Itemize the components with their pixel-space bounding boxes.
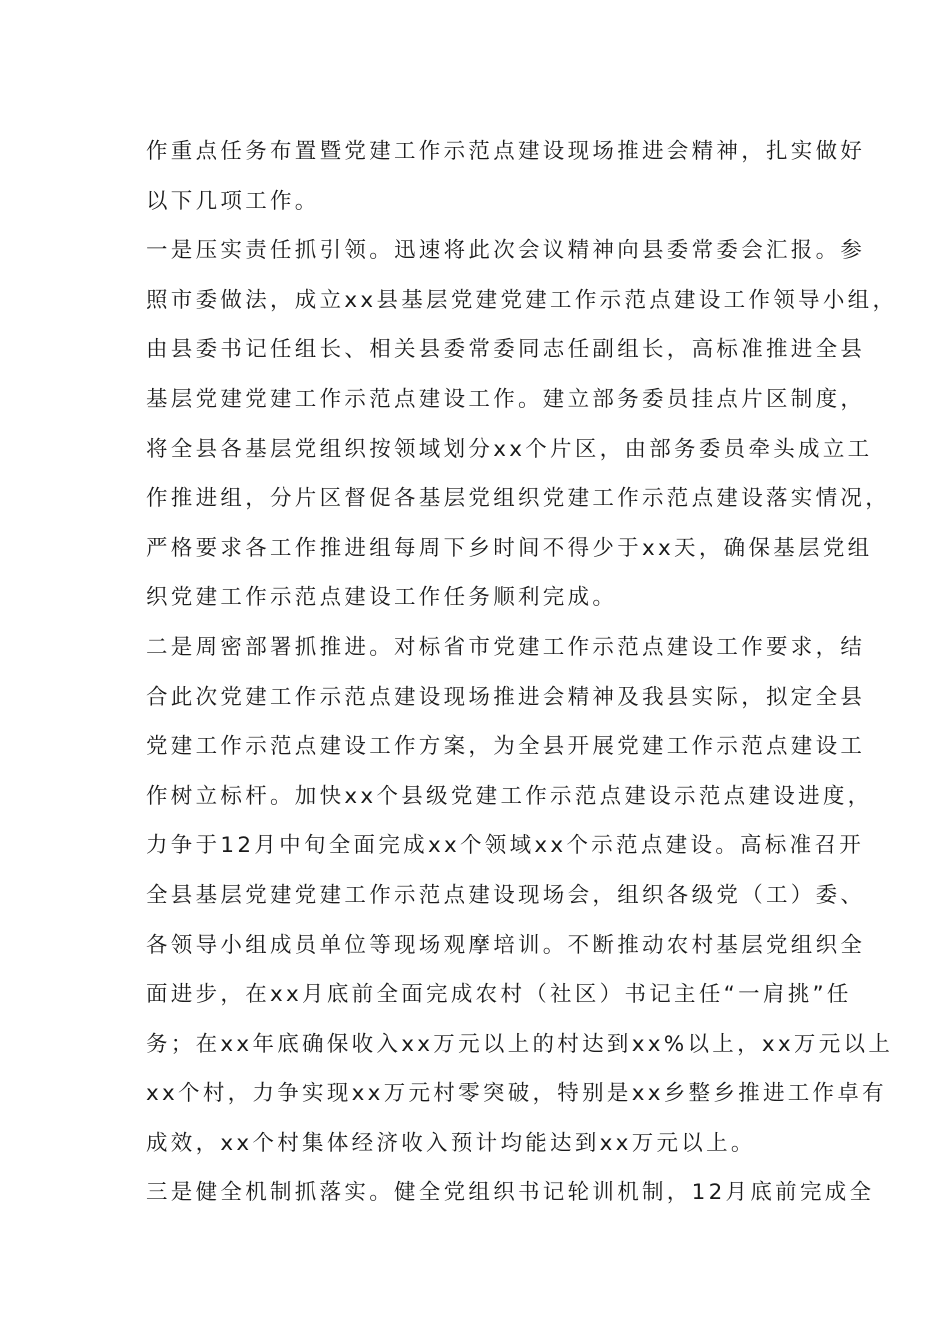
text-line: 严格要求各工作推进组每周下乡时间不得少于xx天，确保基层党组 [146, 535, 873, 561]
paragraph-two-start: 二是周密部署抓推进。对标省市党建工作示范点建设工作要求，结 [146, 634, 866, 660]
text-line: 以下几项工作。 [146, 188, 320, 214]
text-line: xx个村，力争实现xx万元村零突破，特别是xx乡整乡推进工作卓有 [146, 1081, 887, 1107]
text-line: 照市委做法，成立xx县基层党建党建工作示范点建设工作领导小组， [146, 287, 898, 313]
text-line: 作树立标杆。加快xx个县级党建工作示范点建设示范点建设进度， [146, 783, 873, 809]
text-line: 合此次党建工作示范点建设现场推进会精神及我县实际，拟定全县 [146, 684, 866, 710]
body-text [146, 127, 898, 1218]
text-line: 作推进组，分片区督促各基层党组织党建工作示范点建设落实情况， [146, 486, 891, 512]
text-line: 力争于12月中旬全面完成xx个领域xx个示范点建设。高标准召开 [146, 833, 865, 859]
text-line: 各领导小组成员单位等现场观摩培训。不断推动农村基层党组织全 [146, 932, 866, 958]
text-line: 务；在xx年底确保收入xx万元以上的村达到xx%以上，xx万元以上 [146, 1031, 894, 1057]
text-line: 面进步，在xx月底前全面完成农村（社区）书记主任“一肩挑”任 [146, 982, 852, 1008]
text-line: 将全县各基层党组织按领域划分xx个片区，由部务委员牵头成立工 [146, 436, 873, 462]
text-line: 基层党建党建工作示范点建设工作。建立部务委员挂点片区制度， [146, 386, 866, 412]
text-line: 成效，xx个村集体经济收入预计均能达到xx万元以上。 [146, 1130, 756, 1156]
text-line: 全县基层党建党建工作示范点建设现场会，组织各级党（工）委、 [146, 882, 866, 908]
text-line: 作重点任务布置暨党建工作示范点建设现场推进会精神，扎实做好 [146, 139, 866, 164]
text-line: 党建工作示范点建设工作方案，为全县开展党建工作示范点建设工 [146, 734, 866, 760]
paragraph-three-start: 三是健全机制抓落实。健全党组织书记轮训机制，12月底前完成全 [146, 1180, 875, 1206]
text-line: 由县委书记任组长、相关县委常委同志任副组长，高标准推进全县 [146, 337, 866, 363]
text-line: 织党建工作示范点建设工作任务顺利完成。 [146, 585, 618, 611]
paragraph-one-start: 一是压实责任抓引领。迅速将此次会议精神向县委常委会汇报。参 [146, 238, 866, 264]
